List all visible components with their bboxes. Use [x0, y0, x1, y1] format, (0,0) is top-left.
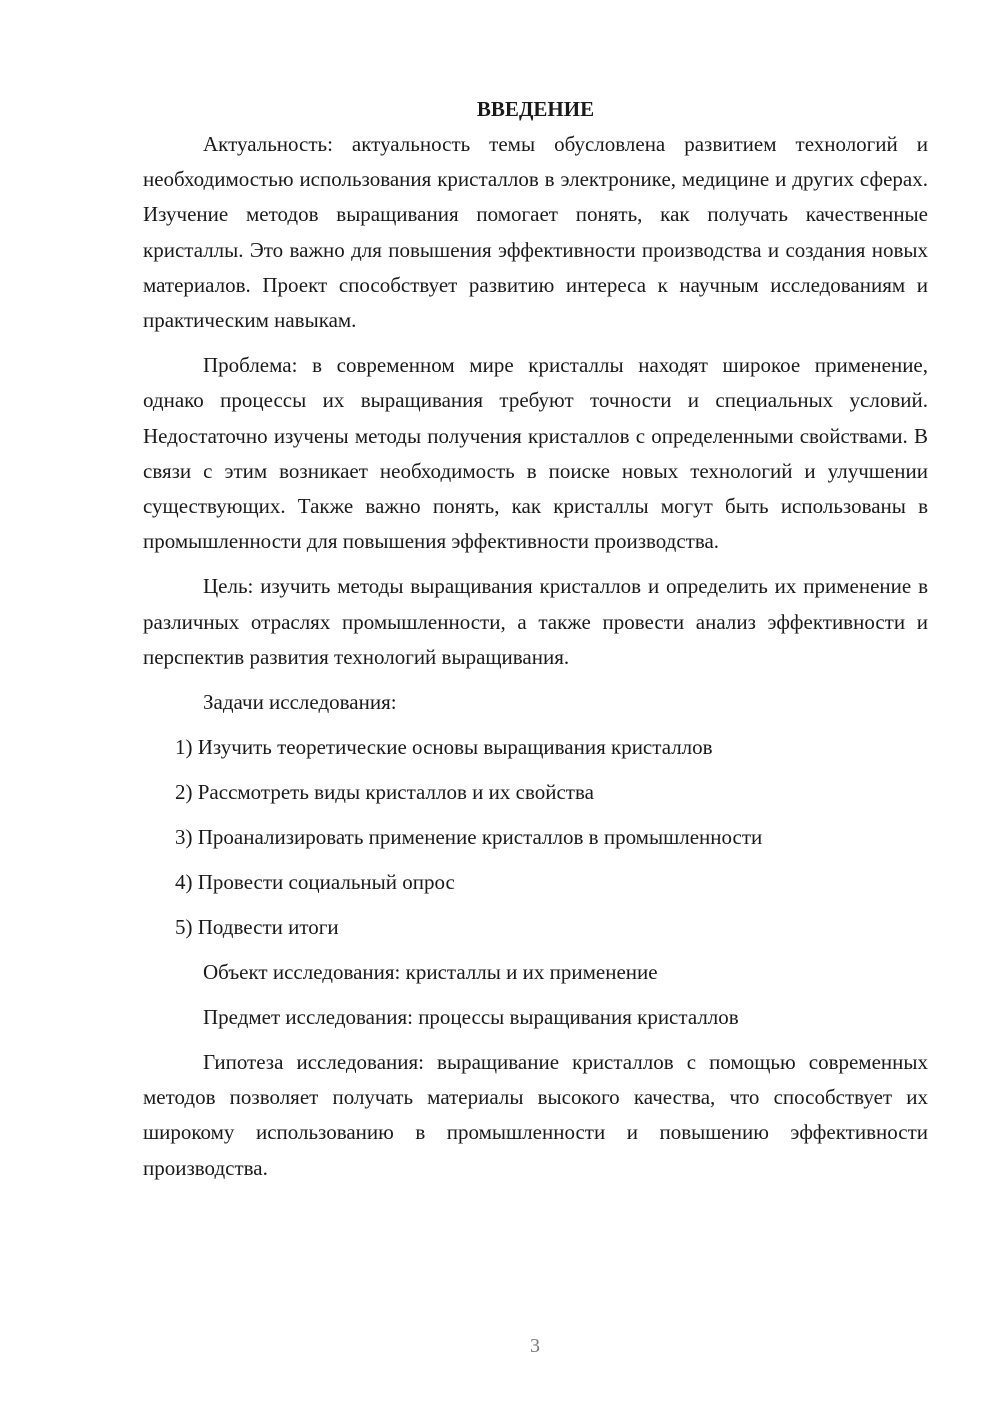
tasks-heading: Задачи исследования:: [203, 690, 397, 715]
paragraph-relevance: Актуальность: актуальность темы обусловлена развитием технологий и необходимостью использования кристаллов в электронике, медицине и других сферах. Изучение методов выращивания помогает понять, как получать качественные кристаллы. Это важно для повышения эффективности производства и создания новых материалов. Проект способствует развитию интереса к научным исследованиям и практическим навыкам.: [143, 132, 928, 333]
task-item-3: 3) Проанализировать применение кристаллов в промышленности: [175, 825, 763, 850]
paragraph-hypothesis: Гипотеза исследования: выращивание кристаллов с помощью современных методов позволяет получать материалы высокого качества, что способствует их широкому использованию в промышленности и повышению эффективности производства.: [143, 1050, 928, 1180]
research-object: Объект исследования: кристаллы и их применение: [203, 960, 658, 985]
task-item-2: 2) Рассмотреть виды кристаллов и их свойства: [175, 780, 594, 805]
research-subject: Предмет исследования: процессы выращивания кристаллов: [203, 1005, 739, 1030]
task-item-4: 4) Провести социальный опрос: [175, 870, 455, 895]
page-number: 3: [530, 1335, 540, 1357]
task-item-5: 5) Подвести итоги: [175, 915, 339, 940]
page-title: ВВЕДЕНИЕ: [476, 97, 595, 121]
paragraph-problem: Проблема: в современном мире кристаллы находят широкое применение, однако процессы их выращивания требуют точности и специальных условий. Недостаточно изучены методы получения кристаллов с определенными свойствами. В связи с этим возникает необходимость в поиске новых технологий и улучшении существующих. Также важно понять, как кристаллы могут быть использованы в промышленности для повышения эффективности производства.: [143, 353, 928, 554]
page-content: [143, 92, 928, 1196]
task-item-1: 1) Изучить теоретические основы выращивания кристаллов: [175, 735, 713, 760]
paragraph-goal: Цель: изучить методы выращивания кристаллов и определить их применение в различных отраслях промышленности, а также провести анализ эффективности и перспектив развития технологий выращивания.: [143, 574, 928, 669]
